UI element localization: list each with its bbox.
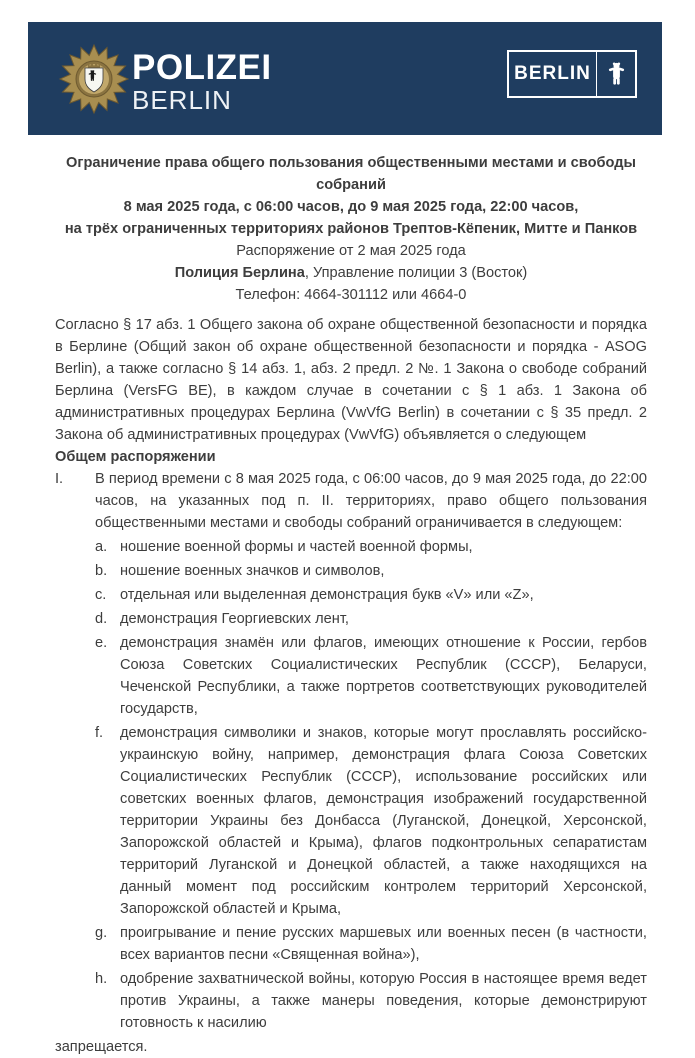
restriction-item-b [95,560,647,582]
doc-decree-date-line: Распоряжение от 2 мая 2025 года [236,243,466,259]
item-marker: g. [95,925,108,941]
doc-title-line-2: 8 мая 2025 года, с 06:00 часов, до 9 мая 2025 года, 22:00 часов, [123,199,579,215]
item-marker: a. [95,539,108,555]
item-marker: e. [95,635,108,651]
restriction-item-c [95,584,647,606]
item-text: демонстрация символики и знаков, которые могут прославлять российско-украинскую войну, например, демонстрация флага Союза Советских Социалистических Республик (СССР), использование российских или советских военных флагов, демонстрация изображений государственной территории Украины без Донбасса (Луганской, Донецкой, Херсонской, Запорожской областей и Крыма), флагов подконтрольных сепаратистам территорий Луганской и Донецкой областей, а также находящихся на данный момент под российским контролем территорий Херсонской, Запорожской областей и Крыма, [120,725,647,917]
ordinance-item-I-body [95,468,647,1034]
restriction-item-h [95,968,647,1034]
restriction-intro: В период времени с 8 мая 2025 года, с 06:00 часов, до 9 мая 2025 года, до 22:00 часов, на указанных под п. II. территориях, право общего пользования общественными местами и свободы собраний ограничивается в следующем: [95,471,647,531]
item-marker: c. [95,587,107,603]
prohibition-closing-line: запрещается. [55,1039,148,1055]
item-text: отдельная или выделенная демонстрация букв «V» или «Z», [120,587,534,603]
authority-department: , Управление полиции 3 (Восток) [304,265,528,281]
item-marker: b. [95,563,108,579]
item-text: демонстрация знамён или флагов, имеющих отношение к России, гербов Союза Советских Социалистических Республик (СССР), Беларуси, Чеченской Республики, а также портретов соответствующих руководителей государств, [120,635,647,717]
item-text: проигрывание и пение русских маршевых или военных песен (в частности, всех вариантов песни «Священная война»), [120,925,647,963]
berlin-bear-glyph [608,60,625,88]
doc-title-line-1: Ограничение права общего пользования общественными местами и свободы собраний [66,155,636,193]
doc-authority-line [55,262,647,284]
restriction-item-a [95,536,647,558]
police-star-badge-icon [58,43,130,115]
legal-basis-paragraph: Согласно § 17 абз. 1 Общего закона об охране общественной безопасности и порядка в Берлине (Общий закон об охране общественной безопасности и порядка - ASOG Berlin), а также согласно § 14 абз. 1, абз. 2 предл. 2 №. 1 Закона о свободе собраний Берлина (VersFG BE), в каждом случае в сочетании с § 1 абз. 1 Закона об административных процедурах Берлина (VwVfG Berlin) в сочетании с § 35 предл. 2 Закона об административных процедурах (VwVfG) объявляется о следующем [55,317,647,443]
berlin-logo-label: BERLIN [514,63,591,84]
doc-phone-line: Телефон: 4664-301112 или 4664-0 [235,287,467,303]
polizei-berlin-wordmark [132,50,272,114]
brand-subtitle: BERLIN [132,84,232,115]
item-text: демонстрация Георгиевских лент, [120,611,349,627]
item-text: ношение военных значков и символов, [120,563,385,579]
restriction-item-e [95,632,647,720]
item-text: ношение военной формы и частей военной формы, [120,539,473,555]
brand-title: POLIZEI [132,48,272,87]
authority-name: Полиция Берлина [174,265,305,281]
item-text: одобрение захватнической войны, которую Россия в настоящее время ведет против Украины, а также манеры поведения, которые демонстрируют готовность к насилию [120,971,647,1031]
item-marker: d. [95,611,108,627]
restriction-item-d [95,608,647,630]
item-marker: f. [95,725,104,741]
document-body [55,152,647,1058]
item-marker: h. [95,971,108,987]
doc-title-line-3: на трёх ограниченных территориях районов Трептов-Кёпеник, Митте и Панков [64,221,638,237]
police-header-band [28,22,662,135]
berlin-logo-box [507,50,637,98]
roman-numeral-marker: I. [55,471,64,487]
section-heading: Общем распоряжении [55,449,216,465]
berlin-bear-icon [597,52,635,96]
restriction-item-g [95,922,647,966]
restriction-item-f [95,722,647,920]
ordinance-item-I [55,468,647,1034]
